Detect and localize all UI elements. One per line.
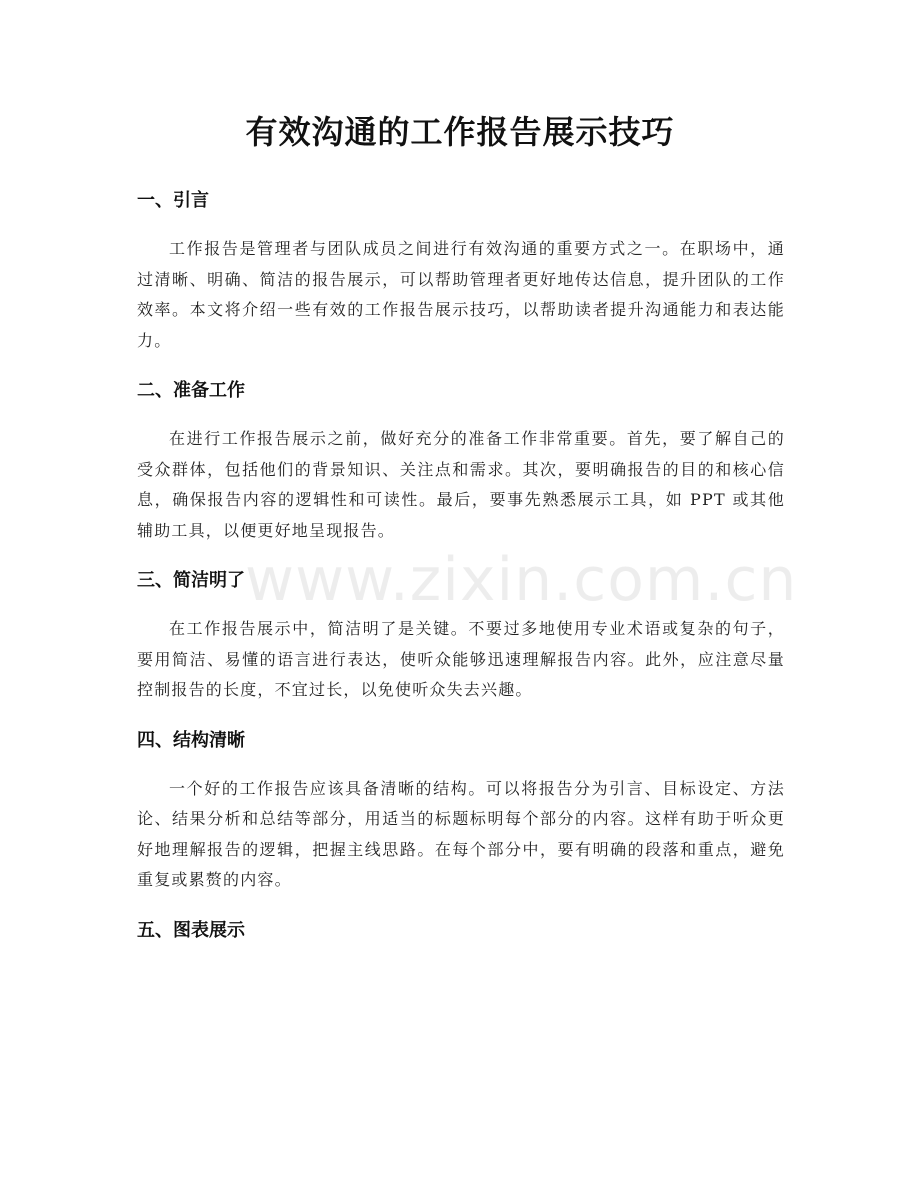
watermark-text: www.zixin.com.cn [245, 545, 798, 615]
section-paragraph: 在进行工作报告展示之前，做好充分的准备工作非常重要。首先，要了解自己的受众群体，包括他们的背景知识、关注点和需求。其次，要明确报告的目的和核心信息，确保报告内容的逻辑性和可读性。最后，要事先熟悉展示工具，如 PPT 或其他辅助工具，以便更好地呈现报告。 [137, 429, 785, 540]
section-concise [137, 566, 785, 706]
section-heading: 三、简洁明了 [137, 570, 245, 591]
section-structure [137, 726, 785, 896]
section-preparation [137, 376, 785, 546]
section-heading: 五、图表展示 [137, 919, 245, 941]
section-heading: 四、结构清晰 [137, 729, 245, 751]
section-heading: 一、引言 [137, 190, 209, 211]
section-heading: 二、准备工作 [137, 380, 245, 401]
section-paragraph: 工作报告是管理者与团队成员之间进行有效沟通的重要方式之一。在职场中，通过清晰、明确、简洁的报告展示，可以帮助管理者更好地传达信息，提升团队的工作效率。本文将介绍一些有效的工作报告展示技巧，以帮助读者提升沟通能力和表达能力。 [137, 239, 785, 350]
section-paragraph: 在工作报告展示中，简洁明了是关键。不要过多地使用专业术语或复杂的句子，要用简洁、易懂的语言进行表达，使听众能够迅速理解报告内容。此外，应注意尽量控制报告的长度，不宜过长，以免使听众失去兴趣。 [137, 619, 785, 699]
page-title: 有效沟通的工作报告展示技巧 [245, 113, 675, 151]
section-introduction [137, 186, 785, 356]
section-charts [137, 916, 785, 946]
document-content [137, 186, 785, 946]
section-paragraph: 一个好的工作报告应该具备清晰的结构。可以将报告分为引言、目标设定、方法论、结果分析和总结等部分，用适当的标题标明每个部分的内容。这样有助于听众更好地理解报告的逻辑，把握主线思路。在每个部分中，要有明确的段落和重点，避免重复或累赘的内容。 [137, 778, 785, 889]
